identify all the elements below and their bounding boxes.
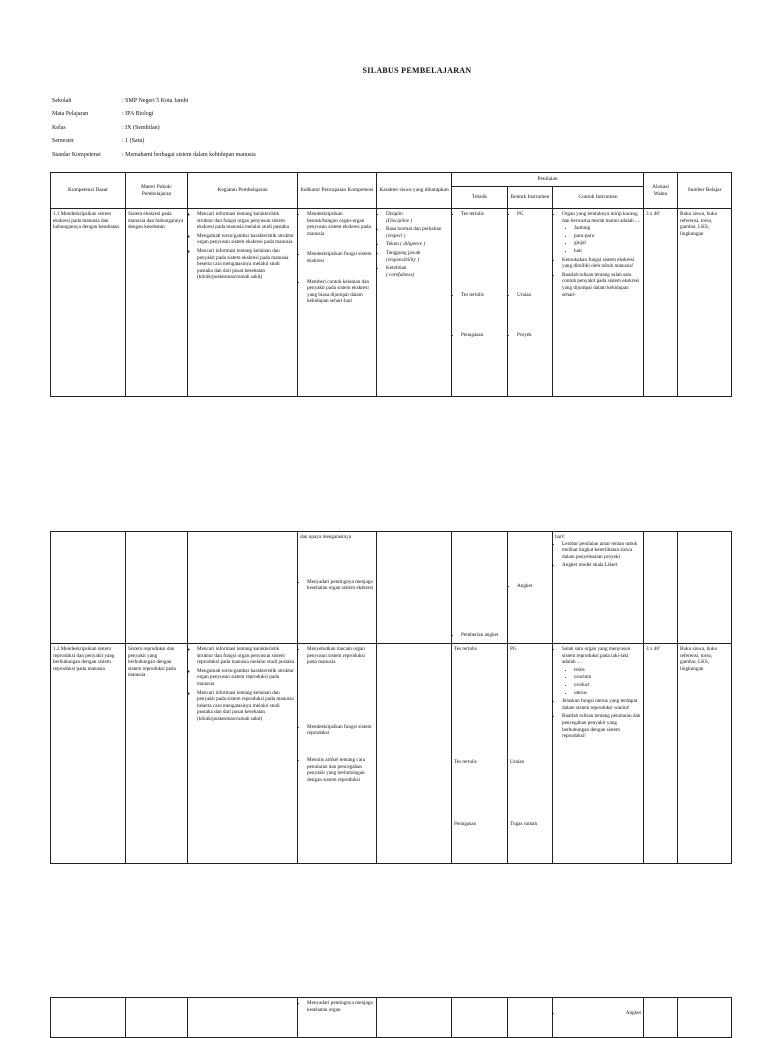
alokasi-cell: 3 x 40' [644, 209, 678, 397]
list-item: ◦ Mencari informasi tentang karakteristik struktur dan fungsi organ penyusun sistem ekskresi pada manusia melalui studi pustaka [197, 211, 295, 231]
syllabus-table-1 [50, 172, 732, 397]
list-item: ◦ Mengamati torso/gambar karakteristik struktur organ penyusun sistem reproduksi pada manusia [197, 668, 295, 688]
list-item: • Tanggung jawab (responsibility ) [386, 250, 449, 263]
list-item: • Proyek [517, 332, 550, 339]
list-item: • Disiplin (Discipline ) [386, 211, 449, 224]
header-sumber: Sumber Belajar [678, 173, 732, 209]
indikator-cell [298, 998, 377, 1038]
materi-cell: Sistem ekskresi pada manusia dan hubungannya dengan kesehatan [126, 209, 188, 397]
list-item: • Ketelitian ( carefulness) [386, 265, 449, 278]
list-item: • Penugasan [461, 332, 505, 339]
answer-options: • testis • ovarium • oviduct • uterus [562, 667, 641, 696]
list-item: • Menyadari pentingnya menjaga kesehatan organ sistem ekskresi [307, 579, 374, 592]
table-row [51, 532, 732, 644]
contoh-cell: hari! • Lembar penilaian antar teman untuk melihat tingkat keterlibatan siswa dalam penyelesaian proyek) • Angket model skala Likert [553, 532, 644, 644]
list-item: • Buatlah tulisan tentang penularan dan pencegahan penyakit yang berhubungan dengan sistem reproduksi! [562, 713, 641, 739]
alokasi-cell: 3 x 40' [644, 644, 678, 864]
answer-options: • Jantung • paru-paru • ginjal • hati [562, 225, 641, 254]
header-kegiatan: Kegiatan Pembelajaran [188, 173, 298, 209]
list-item: • Organ yang bentuknya mirip kacang dan berwarna merah marun adalah .... • Jantung • paru-paru • ginjal • hati [562, 211, 641, 255]
list-item: • Mendeskripsikan bentuk/bangun organ-organ penyusun sistem ekskresi pada manusia [307, 211, 374, 237]
syllabus-table-3 [50, 997, 732, 1038]
indikator-cell [298, 644, 377, 864]
list-item: • Kemukakan fungsi sistem ekskresi yang dimiliki oleh tubuh manusia! [562, 257, 641, 270]
sumber-cell: Buku siswa, buku referensi, torso, gambar, LKS, lingkungan [678, 644, 732, 864]
bentuk-cell: PG Uraian Tugas rumah [508, 644, 553, 864]
teknik-cell [452, 209, 508, 397]
list-item: • Angket model skala Likert [562, 562, 641, 569]
table-row [51, 998, 732, 1038]
list-item: • Jelaskan fungsi uterus yang terdapat dalam sistem reproduksi wanita! [562, 698, 641, 711]
list-item: • Tes tertulis [461, 292, 505, 299]
header-indikator: Indikator Pencapaian Kompetensi [298, 173, 377, 209]
list-item: • Salah satu organ yang menyusun sistem reproduksi pada laki-laki adalah .... • testis • ovarium • oviduct • uterus [562, 646, 641, 696]
list-item: ◦ Mencari informasi tentang karakteristik struktur dan fungsi organ penyusun sistem reproduksi pada manusia melalui studi pustaka [197, 646, 295, 666]
list-item: • Uraian [517, 292, 550, 299]
list-item: • Mendeskripsikan fungsi sistem reproduksi [307, 724, 374, 737]
identity-block [52, 95, 256, 162]
list-item: • Pemberian angket [461, 632, 505, 639]
header-alokasi: Alokasi Waktu [644, 173, 678, 209]
list-item: ◦ Mengamati torso/gambar karakteristik struktur organ penyusun sistem ekskresi pada manusia [197, 233, 295, 246]
list-item: • Memberi contoh kelainan dan penyakit pada sistem ekskresi yang biasa dijumpai dalam kehidupan sehari-hari [307, 279, 374, 305]
document-title: SILABUS PEMBELAJARAN [362, 66, 472, 75]
list-item: • Angket [562, 1010, 641, 1017]
list-item: • Lembar penilaian antar teman untuk melihat tingkat keterlibatan siswa dalam penyelesaian proyek) [562, 541, 641, 561]
list-item: • Mendeskripsikan fungsi sistem ekskresi [307, 251, 374, 264]
list-item: • Menulis artikel tentang cara penularan dan pencegahan penyakit yang berhubungan dengan sistem reproduksi [307, 757, 374, 783]
kd-cell: 1.2 Mendeskripsikan sistem reproduksi dan penyakit yang berhubungan dengan sistem reproduksi pada manusia [51, 644, 126, 864]
header-contoh: Contoh Instrumen [553, 187, 644, 209]
list-item: • Menyebutkan macam organ penyusun sistem reproduksi pada manusia [307, 646, 374, 666]
list-item: • PG [517, 211, 550, 218]
contoh-cell [553, 644, 644, 864]
meta-row-semester: Semester : 1 (Satu) [52, 138, 145, 145]
header-penilaian: Penilaian [452, 173, 644, 187]
header-teknik: Teknik [452, 187, 508, 209]
list-item: • Menyadari pentingnya menjaga kesehatan organ [307, 1000, 374, 1013]
bentuk-cell [508, 209, 553, 397]
list-item: • Tekun ( diligence ) [386, 241, 449, 248]
list-item: • Tes tertulis [461, 211, 505, 218]
table-row [51, 209, 732, 397]
teknik-cell: Tes tertulis Tes tertulis Penugasan [452, 644, 508, 864]
sumber-cell: Buku siswa, buku referensi, torso, gambar, LKS, lingkungan [678, 209, 732, 397]
meta-row-class: Kelas : IX (Sembilan) [52, 124, 160, 131]
list-item: ◦ Mencari informasi tentang kelainan dan penyakit pada sistem ekskresi pada manusia beserta cara mengatasinya melalui studi pustaka dan dari pusat kesehatan (klinik/puskesmas/rumah sakit) [197, 248, 295, 281]
meta-row-standard: Standar Kompetensi : Memahami berbagai sistem dalam kehidupan manusia [52, 151, 256, 158]
list-item: • Rasa hormat dan perhatian (respect ) [386, 226, 449, 239]
header-materi: Materi Pokok/ Pembelajaran [126, 173, 188, 209]
list-item: ◦ Mencari informasi tentang kelainan dan penyakit pada sistem reproduksi pada manusia beserta cara mengatasinya melalui studi pustaka dan dari pusat kesehatan (klinik/puskesmas/rumah sakit) [197, 690, 295, 723]
teknik-cell [452, 532, 508, 644]
meta-row-school: Sekolah : SMP Negeri 5 Kota Jambi [52, 98, 189, 104]
bentuk-cell [508, 532, 553, 644]
indikator-cell [298, 209, 377, 397]
contoh-cell [553, 998, 644, 1038]
kegiatan-cell [188, 209, 298, 397]
table-row [51, 644, 732, 864]
list-item: • Angket [517, 583, 550, 590]
header-kd: Kompetensi Dasar [51, 173, 126, 209]
karakter-cell [377, 209, 452, 397]
list-item: • Buatlah tulisan tentang salah satu contoh penyakit pada sistem ekskresi yang dijumpai dalam kehidupan sehari- [562, 272, 641, 298]
kd-cell: 1.1 Mendeskripsikan sistem ekskresi pada manusia dan hubungannya dengan kesehatan [51, 209, 126, 397]
meta-row-subject: Mata Pelajaran : IPA Biologi [52, 111, 154, 118]
kegiatan-cell [188, 644, 298, 864]
materi-cell: Sistem reproduksi dan penyakit yang berhubungan dengan sistem reproduksi pada manusia [126, 644, 188, 864]
syllabus-table-2 [50, 531, 732, 864]
header-bentuk: Bentuk Instrumen [508, 187, 553, 209]
indikator-cell: dan upaya mengatasinya • Menyadari pentingnya menjaga kesehatan organ sistem ekskresi [298, 532, 377, 644]
contoh-cell [553, 209, 644, 397]
header-karakter: Karakter siswa yang diharapkan [377, 173, 452, 209]
